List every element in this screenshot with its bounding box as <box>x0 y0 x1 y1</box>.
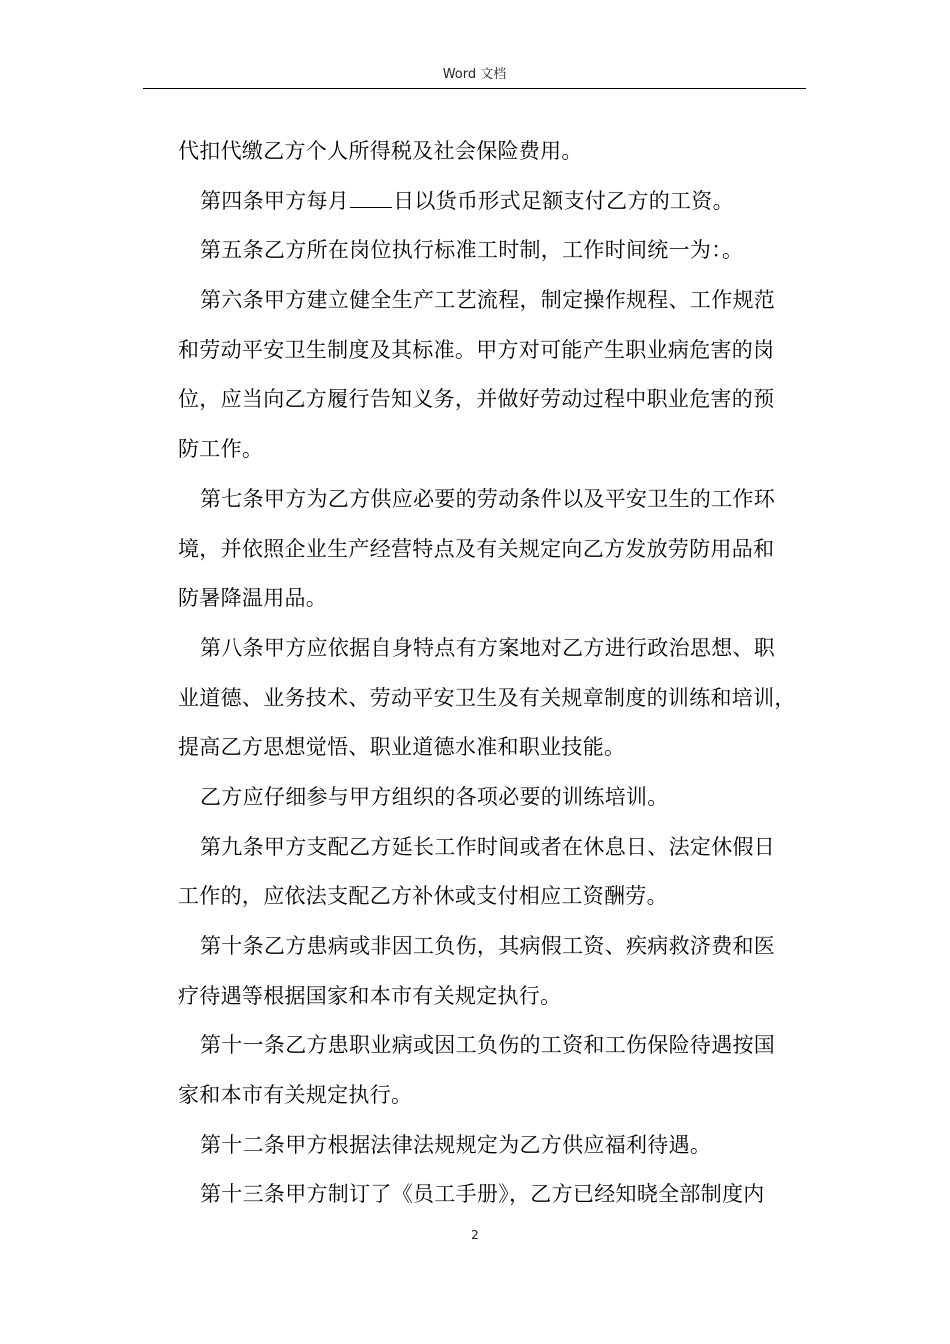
line-text: 第四条甲方每月 <box>200 188 350 213</box>
paragraph-line: 第八条甲方应依据自身特点有方案地对乙方进行政治思想、职 <box>200 635 776 660</box>
header-divider <box>143 88 806 89</box>
paragraph-line: 工作的，应依法支配乙方补休或支付相应工资酬劳。 <box>178 884 668 909</box>
paragraph-line: 防工作。 <box>178 437 264 462</box>
page-number: 2 <box>471 1228 479 1242</box>
paragraph-line: 疗待遇等根据国家和本市有关规定执行。 <box>178 983 562 1008</box>
paragraph-line: 第九条甲方支配乙方延长工作时间或者在休息日、法定休假日 <box>200 834 776 859</box>
paragraph-line: 第五条乙方所在岗位执行标准工时制，工作时间统一为：。 <box>200 238 744 263</box>
blank-fill-line <box>350 189 392 208</box>
paragraph-line <box>178 177 818 227</box>
paragraph-line: 第六条甲方建立健全生产工艺流程，制定操作规程、工作规范 <box>200 288 776 313</box>
paragraph-line: 乙方应仔细参与甲方组织的各项必要的训练培训。 <box>200 784 669 809</box>
paragraph-line: 和劳动平安卫生制度及其标准。甲方对可能产生职业病危害的岗 <box>178 337 775 362</box>
line-text: 日以货币形式足额支付乙方的工资。 <box>393 188 734 213</box>
paragraph-line: 第十三条甲方制订了《员工手册》，乙方已经知晓全部制度内 <box>200 1182 765 1207</box>
paragraph-line: 业道德、业务技术、劳动平安卫生及有关规章制度的训练和培训， <box>178 685 796 710</box>
paragraph-line: 第七条甲方为乙方供应必要的劳动条件以及平安卫生的工作环 <box>200 486 776 511</box>
paragraph-line: 境，并依照企业生产经营特点及有关规定向乙方发放劳防用品和 <box>178 536 775 561</box>
page-header: Word 文档 <box>442 67 507 82</box>
paragraph-line: 位，应当向乙方履行告知义务，并做好劳动过程中职业危害的预 <box>178 387 775 412</box>
document-body <box>178 127 818 1220</box>
paragraph-line: 代扣代缴乙方个人所得税及社会保险费用。 <box>178 139 583 163</box>
paragraph-line: 第十一条乙方患职业病或因工负伤的工资和工伤保险待遇按国 <box>200 1033 776 1058</box>
paragraph-line: 第十条乙方患病或非因工负伤，其病假工资、疾病救济费和医 <box>200 934 776 958</box>
paragraph-line: 防暑降温用品。 <box>178 586 328 611</box>
paragraph-line: 提高乙方思想觉悟、职业道德水准和职业技能。 <box>178 735 626 760</box>
paragraph-line: 第十二条甲方根据法律法规规定为乙方供应福利待遇。 <box>200 1132 712 1157</box>
paragraph-line: 家和本市有关规定执行。 <box>178 1083 413 1108</box>
